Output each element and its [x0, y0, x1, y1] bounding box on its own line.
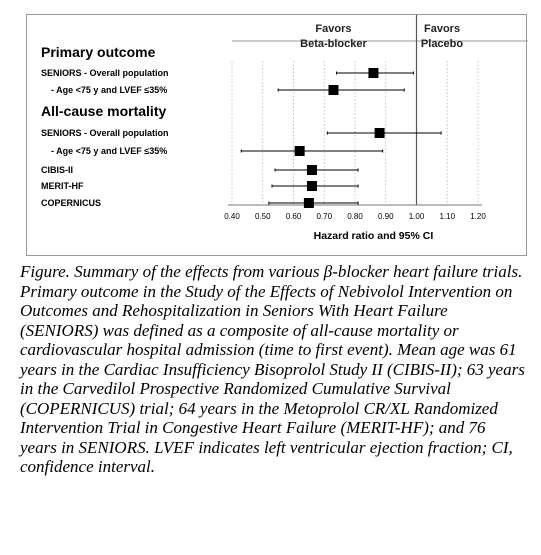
row-label-0-1: - Age <75 y and LVEF ≤35%	[51, 85, 168, 95]
x-tick-label-4: 0.80	[347, 212, 363, 221]
x-axis-label: Hazard ratio and 95% CI	[313, 230, 434, 242]
hr-point-1-0	[375, 128, 385, 138]
row-label-1-0: SENIORS - Overall population	[41, 128, 169, 138]
forest-plot	[27, 15, 528, 257]
hr-point-1-3	[307, 181, 317, 191]
x-tick-label-1: 0.50	[254, 212, 271, 221]
hr-point-1-1	[295, 146, 305, 156]
row-label-0-0: SENIORS - Overall population	[41, 68, 169, 78]
row-label-1-3: MERIT-HF	[41, 181, 84, 191]
favors-left-line2: Beta-blocker	[300, 38, 367, 50]
row-label-1-2: CIBIS-II	[41, 165, 74, 175]
x-tick-label-8: 1.20	[470, 212, 486, 221]
favors-right-line1: Favors	[423, 23, 461, 35]
favors-left-line1: Favors	[315, 23, 352, 35]
hr-point-1-4	[304, 198, 314, 208]
row-label-1-4: COPERNICUS	[41, 198, 102, 208]
x-tick-label-7: 1.10	[439, 212, 456, 221]
hr-point-0-0	[368, 68, 378, 78]
hr-point-0-1	[328, 85, 338, 95]
x-tick-label-2: 0.60	[285, 212, 302, 221]
x-tick-label-6: 1.00	[408, 212, 425, 221]
figure-caption: Figure. Summary of the effects from various β-blocker heart failure trials. Primary outcome in the Study of the Effects of Nebivolol Intervention on Outcomes and Rehospitalization in Seniors With Heart Failure (SENIORS) was defined as a composite of all-cause mortality or cardiovascular hospital admission (time to first event). Mean age was 61 years in the Cardiac Insufficiency Bisoprolol Study II (CIBIS-II); 63 years in the Carvedilol Prospective Randomized Cumulative Survival (COPERNICUS) trial; 64 years in the Metoprolol CR/XL Randomized Intervention Trial in Congestive Heart Failure (MERIT-HF); and 76 years in SENIORS. LVEF indicates left ventricular ejection fraction; CI, confidence interval.	[20, 262, 525, 476]
favors-right-line2: Placebo	[420, 38, 464, 50]
section-title-1: All-cause mortality	[41, 103, 167, 119]
x-tick-label-5: 0.90	[377, 212, 394, 221]
section-title-0: Primary outcome	[41, 44, 156, 60]
row-label-1-1: - Age <75 y and LVEF ≤35%	[51, 146, 168, 156]
forest-plot-figure	[26, 14, 527, 256]
x-tick-label-0: 0.40	[224, 212, 240, 221]
hr-point-1-2	[307, 165, 317, 175]
x-tick-label-3: 0.70	[316, 212, 333, 221]
